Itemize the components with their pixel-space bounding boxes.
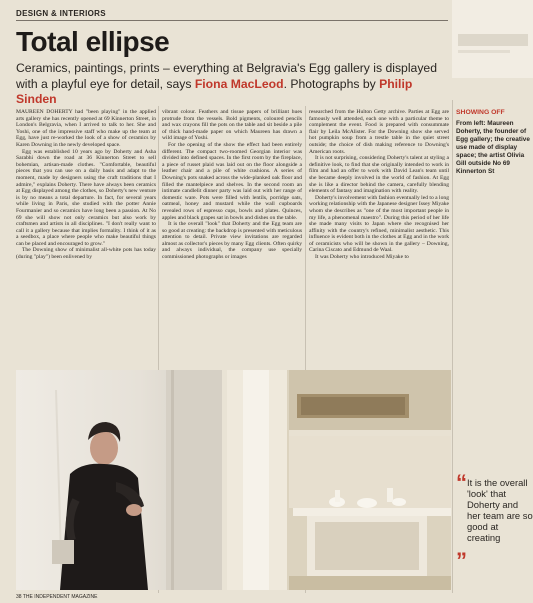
top-rule bbox=[16, 20, 448, 21]
paragraph: researched from the Hulton Getty archive. Parties at Egg are famously well attended, each one with a particular theme to complement the event. Food is prepared with consummate flair by Leila McAlister. For the Downing show she served hot pumpkin soup from a trestle table in the quiet street outside; the choice of dish making reference to Downing's American roots. bbox=[309, 109, 449, 155]
photo-display-space bbox=[227, 370, 451, 590]
author-credit: Fiona MacLeod bbox=[194, 76, 284, 91]
body-column-1 bbox=[16, 109, 156, 261]
section-label: DESIGN & INTERIORS bbox=[16, 9, 106, 18]
paragraph: MAUREEN DOHERTY had "been playing" in the applied arts gallery she has recently opened at 69 Kinnerton Street, in London's Belgravia, when I arrived to talk to her. She and Yoshi, one of the impressive staff who make up the team at Egg, have just re-worked the look of a show of ceramics by Karen Downing in the newly developed space. bbox=[16, 109, 156, 148]
standfirst bbox=[16, 61, 451, 108]
caption-heading: SHOWING OFF bbox=[456, 109, 505, 116]
paragraph: It is not surprising, considering Doherty's talent at styling a definitive look, to find that she originally intended to work in film and had an offer to work with David Lean's team until she became deeply involved in the world of fashion. At Egg she is like a director behind the camera, carefully blending elements of fantasy and imagination with reality. bbox=[309, 155, 449, 195]
standfirst-joiner: . Photographs by bbox=[283, 76, 380, 91]
body-column-3 bbox=[309, 109, 449, 261]
facing-page-edge bbox=[452, 0, 533, 78]
paragraph: Doherty's involvement with fashion eventually led to a long working relationship with the Japanese designer Issey Miyake whom she describes as "one of the most important people in my life, a phenomenal maestro". During this period of her life she made many visits to Japan where she recognised her affinity with the country's refined, minimalist aesthetic. This influence is evident both in the clothes at Egg and in the work of ceramicists who will be shown in the gallery – Downing, Carina Ciscato and Edmund de Waal. bbox=[309, 194, 449, 254]
standfirst-text: Ceramics, paintings, prints – everything at Belgravia's Egg gallery is displayed with a playful eye for detail, says bbox=[16, 61, 437, 91]
paragraph: vibrant colour. Feathers and tissue papers of brilliant hues protrude from the vessels. Bold pigments, coloured pencils and wax crayons fill the pots on the table and sit beside a pile of thick hand-made paper on which Maureen has drawn a wild image of Yoshi. bbox=[162, 109, 302, 142]
photo-caption bbox=[456, 109, 531, 176]
page-folio: 38 THE INDEPENDENT MAGAZINE bbox=[16, 594, 98, 600]
paragraph: The Downing show of minimalist all-white pots has today (during "play") been enlivened by bbox=[16, 247, 156, 261]
photo-maureen-doherty bbox=[16, 370, 222, 590]
headline: Total ellipse bbox=[16, 26, 170, 57]
interior-illustration bbox=[227, 370, 451, 590]
paragraph: It was Doherty who introduced Miyake to bbox=[315, 254, 409, 261]
paragraph: It is the overall "look" that Doherty and the Egg team are so good at creating: the backdrop is presented with meticulous attention to detail. Private view invitations are regarded almost as collector's pieces by many Egg clients. Often quirky and always individual, the company use specially commissioned photographs or images bbox=[162, 221, 302, 261]
pull-quote: It is the overall 'look' that Doherty and her team are so good at creating bbox=[467, 477, 533, 543]
close-quote-icon: ” bbox=[456, 548, 467, 573]
photographer-credit: Philip Sinden bbox=[16, 76, 413, 106]
facing-page-texture bbox=[452, 0, 533, 78]
portrait-illustration bbox=[16, 370, 222, 590]
caption-body: From left: Maureen Doherty, the founder of Egg gallery; the creative use made of display space; the artist Olivia Gill outside No 69 Kinnerton St bbox=[456, 120, 530, 175]
body-column-2 bbox=[162, 109, 302, 261]
paragraph: Egg was established 10 years ago by Doherty and Asha Sarabhi down the road at 36 Kinnerton Street to sell bohemian, artisan-made clothes. "Comfortable, beautiful pieces that you can use on a daily basis and adapt to the moment, made by designers using the craft traditions that I admire," explains Doherty. There have always been ceramics at Egg displayed among the clothes, so Doherty's new venture is by no means a total departure. In fact, for several years while living in Paris, she studied with the potter Annie Fourmanier and so ceramics have long been a passion. At No 69 she will show not only ceramics but also work by craftsmen and artists in all disciplines. "I don't really want to call it a gallery because that implies formality. I think of it as a seedbox, a place where people who make beautiful things can be placed and encouraged to grow." bbox=[16, 148, 156, 247]
open-quote-icon: “ bbox=[456, 470, 467, 495]
column-divider bbox=[452, 100, 453, 593]
paragraph: For the opening of the show the effect had been entirely different. The compact two-roomed Georgian interior was divided into defined spaces. In the first room by the fireplace, a piece of russet plaid was laid out on the floor alongside a leather chair and a pile of white cushions. A series of Downing's pots snaked across the wide-planked oak floor and filled the mantelpiece and shelves. In the second room an intimate candlelit dinner party was laid out with her range of domestic ware. Pots were filled with lentils, porridge oats, oatmeal, honey and mustard while the wall cupboards revealed rows of espresso cups, bowls and plates. Quinces, apples and black grapes sat in bowls and dishes on the table. bbox=[162, 141, 302, 221]
